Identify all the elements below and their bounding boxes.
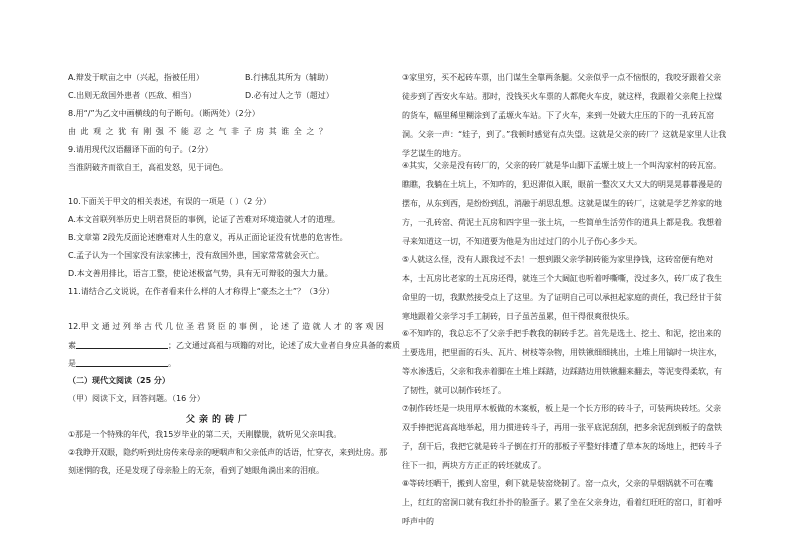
paragraph-6: ⑥不知咋的，我总忘不了父亲手把手教我的制砖手艺。首先是选土、挖土、和泥，挖出来的土要选用，把里面的石头、瓦片、树枝等杂物，用铁锹细细挑出，土堆上用镐时一块注水，等水渗透后，父亲和我赤着脚在土堆上踩踏，边踩踏边用铁锹翻来翻去，等泥变得柔软，有了韧性，就可以制作砖坯了。: [402, 329, 722, 395]
q10-option-a: A.本文首联列举历史上明君贤臣的事例，论证了苦难对环境造就人才的道理。: [68, 215, 340, 224]
paragraph-4: ④其实，父亲是没有砖厂的，父亲的砖厂就是华山脚下孟塬土坡上一个叫沟家村的砖瓦窑。瞧瞧，我躺在土坑上，不知咋的，犯迟滞似入眠，眼前一整次又大又大的明晃晃暮暮漫是的摆布，从东到西，是纷纷到乱，消融于胡思乱想。这就是谋生的砖厂，这就是学艺养家的地方，一孔砖窑、荷泥土瓦房和四字里一张土坑，一些简单生活劳作的道具上都是我。我想着寻来知道这一切，不知道要为他是为出过过门的小儿子伤心多少天。: [402, 161, 722, 246]
paragraph-8: ⑧等砖坯晒干，搬到人窑里，剩下就是装窑烧制了。窑一点火，父亲的旱烟锅就不可在嘴上，红红的窑洞口就有我红扑扑的脸蛋子。累了坐在父亲身边，看着红旺旺的窑口，盯着呼呼声中的: [402, 479, 722, 526]
answer-blank[interactable]: [76, 340, 168, 349]
q12-middle: ；乙文通过高祖与项籍的对比，论述了成大业者自身应具备的素质: [168, 341, 400, 350]
paragraph-7: ⑦制作砖坯是一块用厚木板做的木案板，板上是一个长方形的砖斗子，可装两块砖坯。父亲双手捧把泥高高地举起，用力掼进砖斗子，再用一张平底泥刮刮，把多余泥刮到板子的盘铁子，刮干后，我把它就是砖斗子倒在打开的那板子平整好排遭了草本灰的场地上，把砖斗子往下一扣，两块方方正正的砖坯就成了。: [402, 404, 722, 470]
question-8-sentence: 由 此 观 之 犹 有 刚 强 不 能 忍 之 气 非 子 房 其 谁 全 之 ？: [68, 127, 328, 136]
paragraph-1: ①那是一个特殊的年代，我15岁毕业的第二天，天刚朦胧，就听见父亲叫我。: [68, 430, 342, 439]
paragraph-2-line2: 刻迷惘的我，还是发现了母亲脸上的无奈，看到了她眼角淌出来的泪痕。: [68, 466, 324, 475]
question-12-line1: 12.甲 文 通 过 列 举 古 代 几 位 圣 君 贤 臣 的 事 例 ， 论 述 了 造 就 人 才 的 客 观 因: [68, 322, 384, 331]
question-12-line2: [68, 340, 400, 351]
option-b: B.行拂乱其所为（辅助）: [245, 73, 334, 82]
article-title: 父亲的砖厂: [186, 415, 252, 425]
answer-blank[interactable]: [76, 358, 168, 367]
question-11: 11.请结合乙文说说，在作者看来什么样的人才称得上“豪杰之士”？（3分）: [68, 287, 335, 296]
paragraph-2-line1: ②我睁开双眼，隐约听到灶房传来母亲的哽咽声和父亲低声的话语，忙穿衣，来到灶房。那: [68, 448, 388, 457]
question-10: 10.下面关于甲文的相关表述，有误的一项是（ ）（2 分）: [68, 197, 271, 206]
section-heading: （二）现代文阅读（25 分）: [68, 376, 170, 385]
q12-end: 。: [168, 359, 176, 368]
question-12-line3: [68, 358, 176, 369]
q10-option-d: D.本文善用排比，语言工整，使论述极富气势，具有无可辩驳的强大力量。: [68, 269, 333, 278]
paragraph-3: ③家里穷，买不起砖车票，出门谋生全靠两条腿。父亲似乎一点不恼恨的，我咬牙跟着父亲徒步到了西安火车站。那时，没钱买火车票的人都爬火车皮，就这样，我跟着父亲爬上拉煤的货车，幅里稀里糊涂到了孟塬火车站。下了火车，来到一处破大庄压的下的一孔砖瓦窑洞。父亲一声：“娃子，到了。”我顿时感觉有点失望。这就是父亲的砖厂？这就是家里人让我学艺谋生的地方。: [402, 73, 727, 158]
option-d: D.必有过人之节（超过）: [245, 91, 334, 100]
option-a: A.辩发于畎亩之中（兴起，指被任用）: [68, 73, 204, 82]
q12-prefix2: 是: [68, 359, 76, 368]
reading-instruction: （甲）阅读下文，回答问题。（16 分）: [68, 394, 205, 403]
q10-option-c: C.孟子认为一个国家没有法家拂士，没有敌国外患，国家常常就会灭亡。: [68, 251, 325, 260]
q10-option-b: B.文章第 2段先反面论述磨难对人生的意义，再从正面论证没有忧患的危害性。: [68, 233, 348, 242]
question-8: 8.用“/”为乙文中画横线的句子断句。（断两处）（2分）: [68, 109, 260, 118]
option-c: C.出则无敌国外患者（匹敌、相当）: [68, 91, 197, 100]
question-9: 9.请用现代汉语翻译下面的句子。（2分）: [68, 145, 213, 154]
q12-prefix: 素: [68, 341, 76, 350]
paragraph-5: ⑤人就这么怪，没有人跟我过不去！一想到跟父亲学制砖能为家里挣钱，这砖窑便有绝对本，士瓦房比老家的土瓦房还得，就连三个大阔缸也听着呼嘶嘶，没过多久，砖厂成了我生命里的一切，我默然接受点上了这里。为了证明自己可以承担起家庭的责任，我已经甘于贫寒地跟着父亲学习手工制砖，日子虽苦虽累，但干得很爽很快乐。: [402, 255, 722, 321]
question-9-sentence: 当淮阴破齐而欲自王，高祖发怒，见于词色。: [68, 163, 228, 172]
